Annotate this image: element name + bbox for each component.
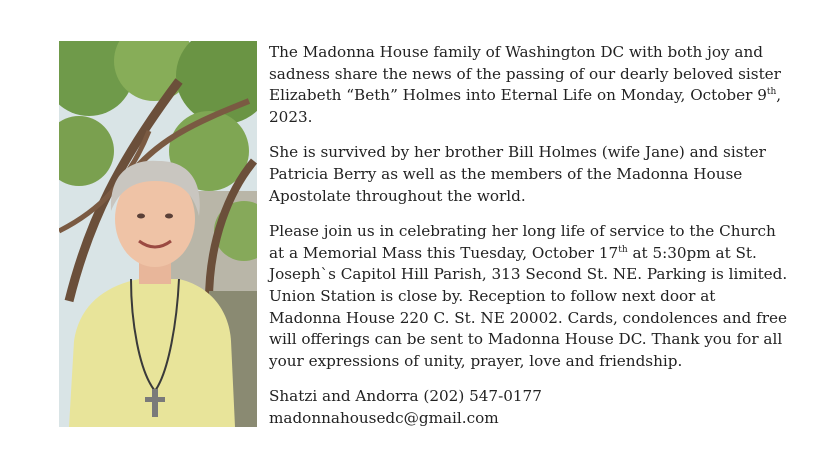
memorial-mass-paragraph bbox=[269, 221, 789, 372]
ordinal-suffix: th bbox=[618, 244, 628, 255]
announcement-text: The Madonna House family of Washington DC with both joy and sadness share the news of the passing of our dearly beloved sister Elizabeth “Beth” Holmes into Eternal Life on Monday, October 9 bbox=[269, 43, 781, 105]
contact-phone: Shatzi and Andorra (202) 547-0177 bbox=[269, 387, 542, 406]
survivors-paragraph bbox=[269, 142, 789, 207]
portrait-illustration bbox=[59, 41, 257, 427]
announcement-paragraph bbox=[269, 42, 789, 128]
announcement-year: , 2023. bbox=[269, 86, 782, 126]
contact-email[interactable]: madonnahousedc@gmail.com bbox=[269, 408, 499, 427]
ordinal-suffix: th bbox=[766, 87, 777, 98]
mass-date-text: Please join us in celebrating her long life of service to the Church at a Memorial Mass this Tuesday, October 17 bbox=[269, 222, 776, 262]
mass-details-text: at 5:30pm at St. Joseph`s Capitol Hill Parish, 313 Second St. NE. Parking is limited. Union Station is close by. Reception to follow next door at Madonna House 220 C. St. NE 20002. Cards, condolences and free will offerings can be sent to Madonna House DC. Thank you for all your expressions of unity, prayer, love and friendship. bbox=[269, 243, 788, 370]
survivors-text: She is survived by her brother Bill Holmes (wife Jane) and sister Patricia Berry as well as the members of the Madonna House Apostolate throughout the world. bbox=[269, 143, 766, 205]
contact-block bbox=[269, 386, 789, 429]
notice-text bbox=[269, 42, 789, 430]
portrait-photo bbox=[59, 41, 257, 427]
